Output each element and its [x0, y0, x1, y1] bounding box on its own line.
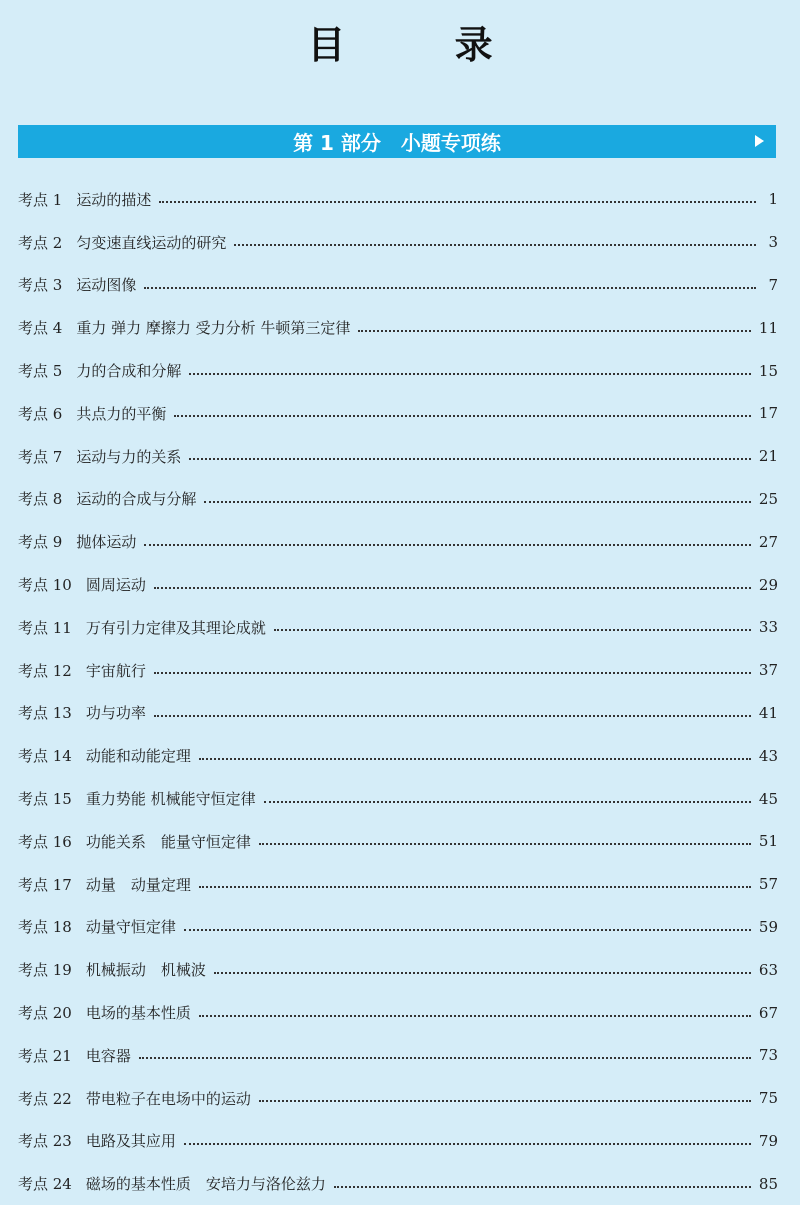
- toc-entry[interactable]: [18, 991, 778, 1034]
- toc-dot-leader: [159, 201, 756, 203]
- toc-dot-leader: [259, 843, 751, 845]
- toc-dot-leader: [189, 373, 751, 375]
- toc-entry-title: 带电粒子在电场中的运动: [85, 1089, 251, 1108]
- toc-entry-title: 功与功率: [85, 704, 146, 723]
- toc-dot-leader: [199, 1015, 751, 1017]
- toc-entry-number: 考点 14: [18, 747, 72, 766]
- toc-entry-title: 电路及其应用: [85, 1132, 176, 1151]
- toc-entry-number: 考点 8: [18, 490, 63, 509]
- toc-dot-leader: [154, 587, 751, 589]
- toc-dot-leader: [139, 1057, 751, 1059]
- toc-entry-title: 机械振动 机械波: [85, 961, 206, 980]
- toc-entry-title: 动量 动量定理: [85, 875, 191, 894]
- toc-entry[interactable]: [18, 820, 778, 863]
- toc-dot-leader: [199, 758, 751, 760]
- toc-entry-title: 运动图像: [76, 276, 137, 295]
- toc-dot-leader: [334, 1186, 751, 1188]
- toc-entry-number: 考点 16: [18, 832, 72, 851]
- toc-entry-page: 43: [758, 746, 778, 765]
- toc-entry-number: 考点 13: [18, 704, 72, 723]
- toc-entry-page: 41: [758, 703, 778, 722]
- toc-dot-leader: [259, 1100, 751, 1102]
- toc-entry-number: 考点 19: [18, 961, 72, 980]
- toc-entry[interactable]: [18, 435, 778, 478]
- toc-dot-leader: [154, 672, 751, 674]
- toc-dot-leader: [199, 886, 751, 888]
- toc-entry-number: 考点 1: [18, 190, 63, 209]
- toc-entry[interactable]: [18, 734, 778, 777]
- toc-entry-number: 考点 3: [18, 276, 63, 295]
- toc-entry-title: 运动的合成与分解: [76, 490, 197, 509]
- page-title: 目 录: [307, 23, 541, 67]
- toc-entry[interactable]: [18, 1034, 778, 1077]
- toc-entry-title: 运动的描述: [76, 190, 152, 209]
- toc-entry[interactable]: [18, 777, 778, 820]
- toc-entry[interactable]: [18, 264, 778, 307]
- toc-entry-page: 33: [758, 618, 778, 637]
- toc-dot-leader: [184, 1143, 751, 1145]
- toc-entry-number: 考点 17: [18, 875, 72, 894]
- table-of-contents: [18, 178, 778, 1205]
- toc-entry-page: 75: [758, 1089, 778, 1108]
- toc-dot-leader: [264, 801, 751, 803]
- toc-dot-leader: [144, 544, 751, 546]
- toc-entry-page: 3: [768, 233, 778, 252]
- toc-entry-page: 67: [758, 1003, 778, 1022]
- toc-dot-leader: [274, 629, 751, 631]
- play-arrow-icon: [755, 135, 764, 147]
- toc-entry-page: 79: [758, 1131, 778, 1150]
- toc-entry-number: 考点 2: [18, 233, 63, 252]
- toc-entry-number: 考点 22: [18, 1089, 72, 1108]
- toc-dot-leader: [144, 287, 756, 289]
- toc-entry[interactable]: [18, 178, 778, 221]
- toc-dot-leader: [214, 972, 751, 974]
- toc-entry-page: 17: [758, 404, 778, 423]
- toc-entry-title: 功能关系 能量守恒定律: [85, 832, 251, 851]
- toc-dot-leader: [204, 501, 751, 503]
- toc-entry[interactable]: [18, 563, 778, 606]
- toc-entry-number: 考点 11: [18, 618, 72, 637]
- toc-entry-number: 考点 6: [18, 404, 63, 423]
- toc-entry-title: 共点力的平衡: [76, 404, 167, 423]
- toc-dot-leader: [184, 929, 751, 931]
- toc-entry-title: 匀变速直线运动的研究: [76, 233, 227, 252]
- toc-entry-title: 重力势能 机械能守恒定律: [85, 790, 256, 809]
- toc-entry-title: 电场的基本性质: [85, 1004, 191, 1023]
- toc-entry-page: 57: [758, 875, 778, 894]
- toc-entry-number: 考点 4: [18, 319, 63, 338]
- toc-entry[interactable]: [18, 863, 778, 906]
- toc-entry-page: 29: [758, 575, 778, 594]
- toc-dot-leader: [234, 244, 756, 246]
- toc-dot-leader: [174, 415, 751, 417]
- toc-dot-leader: [154, 715, 751, 717]
- toc-entry-number: 考点 24: [18, 1175, 72, 1194]
- toc-entry-page: 25: [758, 489, 778, 508]
- toc-entry[interactable]: [18, 478, 778, 521]
- toc-entry-title: 力的合成和分解: [76, 362, 182, 381]
- toc-entry[interactable]: [18, 692, 778, 735]
- toc-entry[interactable]: [18, 1162, 778, 1205]
- toc-entry[interactable]: [18, 520, 778, 563]
- toc-entry-title: 磁场的基本性质 安培力与洛伦兹力: [85, 1175, 326, 1194]
- toc-entry-number: 考点 23: [18, 1132, 72, 1151]
- toc-entry-page: 63: [758, 960, 778, 979]
- toc-entry-title: 万有引力定律及其理论成就: [85, 618, 266, 637]
- toc-entry-number: 考点 12: [18, 661, 72, 680]
- toc-entry[interactable]: [18, 1077, 778, 1120]
- toc-entry-title: 宇宙航行: [85, 661, 146, 680]
- toc-entry-page: 7: [768, 275, 778, 294]
- toc-entry[interactable]: [18, 649, 778, 692]
- toc-entry[interactable]: [18, 349, 778, 392]
- toc-entry-page: 1: [768, 190, 778, 209]
- toc-entry-title: 动能和动能定理: [85, 747, 191, 766]
- toc-entry[interactable]: [18, 221, 778, 264]
- toc-entry-title: 电容器: [85, 1046, 131, 1065]
- toc-entry-page: 73: [758, 1046, 778, 1065]
- toc-dot-leader: [189, 458, 751, 460]
- section-label: 第 1 部分 小题专项练: [293, 131, 501, 155]
- toc-entry[interactable]: [18, 306, 778, 349]
- toc-entry-number: 考点 21: [18, 1046, 72, 1065]
- toc-entry-page: 51: [758, 832, 778, 851]
- toc-entry-number: 考点 20: [18, 1004, 72, 1023]
- toc-entry-page: 45: [758, 789, 778, 808]
- toc-entry[interactable]: [18, 906, 778, 949]
- toc-entry-title: 圆周运动: [85, 576, 146, 595]
- toc-entry-title: 抛体运动: [76, 533, 137, 552]
- toc-entry[interactable]: [18, 606, 778, 649]
- toc-entry-page: 85: [758, 1174, 778, 1193]
- toc-entry-page: 59: [758, 917, 778, 936]
- toc-entry-number: 考点 9: [18, 533, 63, 552]
- toc-entry[interactable]: [18, 948, 778, 991]
- toc-entry-page: 21: [758, 447, 778, 466]
- toc-entry-title: 运动与力的关系: [76, 447, 182, 466]
- toc-entry-number: 考点 15: [18, 790, 72, 809]
- toc-entry-title: 动量守恒定律: [85, 918, 176, 937]
- toc-dot-leader: [358, 330, 751, 332]
- toc-entry-number: 考点 5: [18, 362, 63, 381]
- toc-entry-page: 15: [758, 361, 778, 380]
- toc-entry-number: 考点 10: [18, 576, 72, 595]
- toc-entry-number: 考点 18: [18, 918, 72, 937]
- toc-entry[interactable]: [18, 1120, 778, 1163]
- toc-entry-title: 重力 弹力 摩擦力 受力分析 牛顿第三定律: [76, 319, 351, 338]
- section-header[interactable]: [18, 125, 776, 158]
- toc-entry-page: 11: [758, 318, 778, 337]
- toc-entry[interactable]: [18, 392, 778, 435]
- toc-entry-number: 考点 7: [18, 447, 63, 466]
- toc-entry-page: 37: [758, 661, 778, 680]
- toc-entry-page: 27: [758, 532, 778, 551]
